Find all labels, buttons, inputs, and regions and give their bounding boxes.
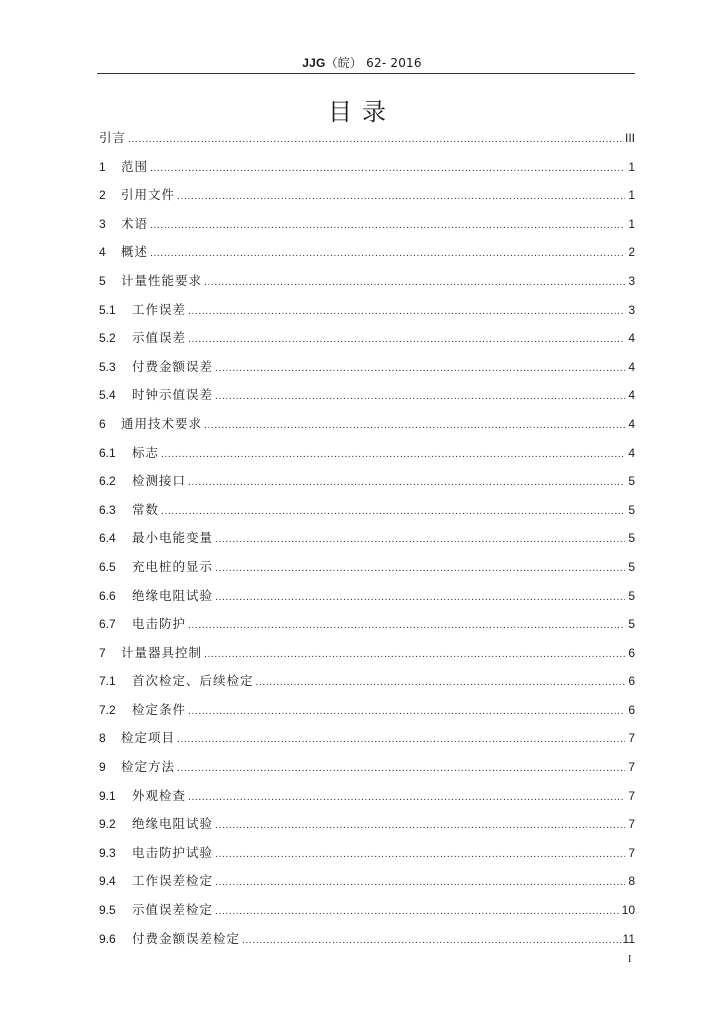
standard-number: 62- 2016: [366, 56, 422, 70]
toc-entry[interactable]: [99, 843, 635, 872]
toc-entry-label: 引用文件: [121, 187, 176, 203]
toc-entry-label: 通用技术要求: [121, 415, 203, 431]
dot-leader: [177, 730, 625, 750]
running-header: [0, 54, 724, 71]
standard-code: JJG: [302, 56, 326, 70]
toc-entry-page: 4: [628, 445, 635, 460]
toc-entry-number: 5.4: [99, 388, 116, 403]
toc-entry-label: 检定方法: [121, 759, 176, 775]
toc-entry-page: 5: [628, 617, 635, 632]
toc-entry-number: 7.2: [99, 702, 116, 717]
toc-entry-page: 6: [628, 645, 635, 660]
toc-entry-page: 4: [628, 388, 635, 403]
dot-leader: [150, 159, 625, 179]
toc-entry[interactable]: [99, 242, 635, 271]
toc-entry[interactable]: [99, 385, 635, 414]
toc-entry-label: 付费金额误差: [132, 358, 214, 374]
dot-leader: [204, 645, 625, 665]
toc-entry-label: 绝缘电阻试验: [132, 816, 214, 832]
toc-entry-label: 电击防护: [132, 616, 187, 632]
toc-entry-number: 2: [99, 188, 106, 203]
dot-leader: [256, 673, 625, 693]
toc-entry-label: 计量器具控制: [121, 644, 203, 660]
toc-entry-page: 3: [628, 273, 635, 288]
toc-entry[interactable]: [99, 185, 635, 214]
toc-entry[interactable]: [99, 471, 635, 500]
toc-entry-label: 付费金额误差检定: [132, 930, 241, 946]
toc-entry-number: 9.2: [99, 817, 116, 832]
toc-entry[interactable]: [99, 814, 635, 843]
toc-entry-number: 7.1: [99, 674, 116, 689]
toc-entry-label: 概述: [121, 244, 149, 260]
toc-entry-label: 最小电能变量: [132, 530, 214, 546]
toc-entry-page: 7: [628, 788, 635, 803]
dot-leader: [188, 702, 625, 722]
dot-leader: [204, 273, 625, 293]
toc-entry-label: 检定条件: [132, 701, 187, 717]
dot-leader: [215, 530, 625, 550]
toc-entry-number: 6.6: [99, 588, 116, 603]
toc-entry-number: 4: [99, 245, 106, 260]
toc-entry-page: 7: [628, 731, 635, 746]
toc-entry-number: 6.4: [99, 531, 116, 546]
toc-entry-number: 5.2: [99, 331, 116, 346]
dot-leader: [215, 359, 625, 379]
toc-entry-number: 3: [99, 216, 106, 231]
toc-entry-page: 5: [628, 559, 635, 574]
dot-leader: [215, 816, 625, 836]
toc-entry-page: 2: [628, 245, 635, 260]
toc-entry-number: 5.1: [99, 302, 116, 317]
toc-entry[interactable]: [99, 786, 635, 815]
toc-entry-page: 5: [628, 588, 635, 603]
toc-entry-page: 8: [628, 874, 635, 889]
toc-entry[interactable]: [99, 128, 635, 157]
dot-leader: [188, 788, 625, 808]
toc-entry[interactable]: [99, 328, 635, 357]
toc-entry-number: 5: [99, 273, 106, 288]
toc-entry-page: 7: [628, 817, 635, 832]
toc-entry-label: 常数: [132, 501, 160, 517]
toc-entry-number: 9.3: [99, 845, 116, 860]
toc-entry-number: 6.3: [99, 502, 116, 517]
toc-entry[interactable]: [99, 157, 635, 186]
dot-leader: [128, 130, 623, 150]
toc-entry-page: 1: [628, 159, 635, 174]
toc-entry-number: 9.5: [99, 903, 116, 918]
toc-entry-page: 7: [628, 845, 635, 860]
toc-entry[interactable]: [99, 643, 635, 672]
dot-leader: [188, 330, 625, 350]
table-of-contents: [99, 128, 635, 957]
dot-leader: [215, 845, 625, 865]
toc-entry-label: 绝缘电阻试验: [132, 587, 214, 603]
toc-entry-label: 标志: [132, 444, 160, 460]
toc-entry[interactable]: [99, 443, 635, 472]
toc-entry-label: 检定项目: [121, 730, 176, 746]
toc-entry-number: 6.1: [99, 445, 116, 460]
region-code: （皖）: [325, 56, 363, 70]
toc-entry-number: 9: [99, 760, 106, 775]
toc-entry[interactable]: [99, 271, 635, 300]
toc-entry-number: 7: [99, 645, 106, 660]
toc-entry[interactable]: [99, 700, 635, 729]
toc-entry[interactable]: [99, 357, 635, 386]
toc-entry-label: 工作误差检定: [132, 873, 214, 889]
dot-leader: [177, 187, 625, 207]
toc-entry-page: 1: [628, 216, 635, 231]
toc-entry[interactable]: [99, 614, 635, 643]
toc-entry-label: 电击防护试验: [132, 844, 214, 860]
toc-entry[interactable]: [99, 414, 635, 443]
dot-leader: [215, 588, 625, 608]
toc-entry[interactable]: [99, 500, 635, 529]
toc-entry[interactable]: [99, 528, 635, 557]
toc-entry[interactable]: [99, 871, 635, 900]
toc-entry-label: 示值误差: [132, 330, 187, 346]
toc-entry[interactable]: [99, 900, 635, 929]
toc-entry[interactable]: [99, 757, 635, 786]
dot-leader: [215, 873, 625, 893]
toc-entry-page: III: [624, 131, 635, 145]
toc-entry-page: 1: [628, 188, 635, 203]
toc-entry-label: 计量性能要求: [121, 272, 203, 288]
toc-entry-page: 5: [628, 502, 635, 517]
toc-entry-page: 11: [622, 931, 635, 946]
dot-leader: [215, 559, 625, 579]
toc-entry-number: 6.2: [99, 474, 116, 489]
toc-entry[interactable]: [99, 557, 635, 586]
toc-entry-number: 8: [99, 731, 106, 746]
toc-entry[interactable]: [99, 728, 635, 757]
toc-entry[interactable]: [99, 671, 635, 700]
toc-entry-page: 5: [628, 474, 635, 489]
toc-entry-label: 工作误差: [132, 301, 187, 317]
header-rule: [97, 73, 635, 74]
dot-leader: [161, 502, 625, 522]
dot-leader: [215, 387, 625, 407]
toc-entry[interactable]: [99, 300, 635, 329]
toc-entry-page: 5: [628, 531, 635, 546]
toc-entry-page: 6: [628, 674, 635, 689]
toc-entry-label: 术语: [121, 215, 149, 231]
dot-leader: [204, 416, 625, 436]
toc-entry-page: 7: [628, 760, 635, 775]
toc-entry-label: 充电桩的显示: [132, 558, 214, 574]
toc-entry-number: 9.1: [99, 788, 116, 803]
toc-entry-number: 6: [99, 416, 106, 431]
toc-entry-number: 9.6: [99, 931, 116, 946]
toc-entry-number: 6.5: [99, 559, 116, 574]
dot-leader: [188, 616, 625, 636]
dot-leader: [188, 302, 625, 322]
toc-entry-page: 6: [628, 702, 635, 717]
dot-leader: [161, 445, 625, 465]
dot-leader: [242, 931, 621, 951]
toc-entry-number: 5.3: [99, 359, 116, 374]
toc-entry-label: 引言: [99, 130, 127, 145]
toc-entry-page: 10: [621, 903, 635, 918]
toc-entry-page: 4: [628, 359, 635, 374]
toc-entry-label: 范围: [121, 158, 149, 174]
dot-leader: [150, 244, 625, 264]
toc-entry-page: 4: [628, 331, 635, 346]
toc-entry-label: 外观检查: [132, 787, 187, 803]
toc-entry-page: 3: [628, 302, 635, 317]
page-title: 目录: [328, 98, 396, 126]
dot-leader: [177, 759, 625, 779]
toc-entry-label: 示值误差检定: [132, 902, 214, 918]
page-number: I: [628, 954, 632, 965]
toc-entry-page: 4: [628, 416, 635, 431]
toc-entry[interactable]: [99, 586, 635, 615]
toc-entry-label: 首次检定、后续检定: [132, 673, 254, 689]
toc-entry[interactable]: [99, 929, 635, 958]
dot-leader: [150, 216, 625, 236]
toc-entry-label: 检测接口: [132, 473, 187, 489]
toc-entry-number: 1: [99, 159, 106, 174]
dot-leader: [215, 902, 620, 922]
toc-entry-number: 9.4: [99, 874, 116, 889]
dot-leader: [188, 473, 625, 493]
toc-entry-label: 时钟示值误差: [132, 387, 214, 403]
toc-entry[interactable]: [99, 214, 635, 243]
toc-entry-number: 6.7: [99, 617, 116, 632]
